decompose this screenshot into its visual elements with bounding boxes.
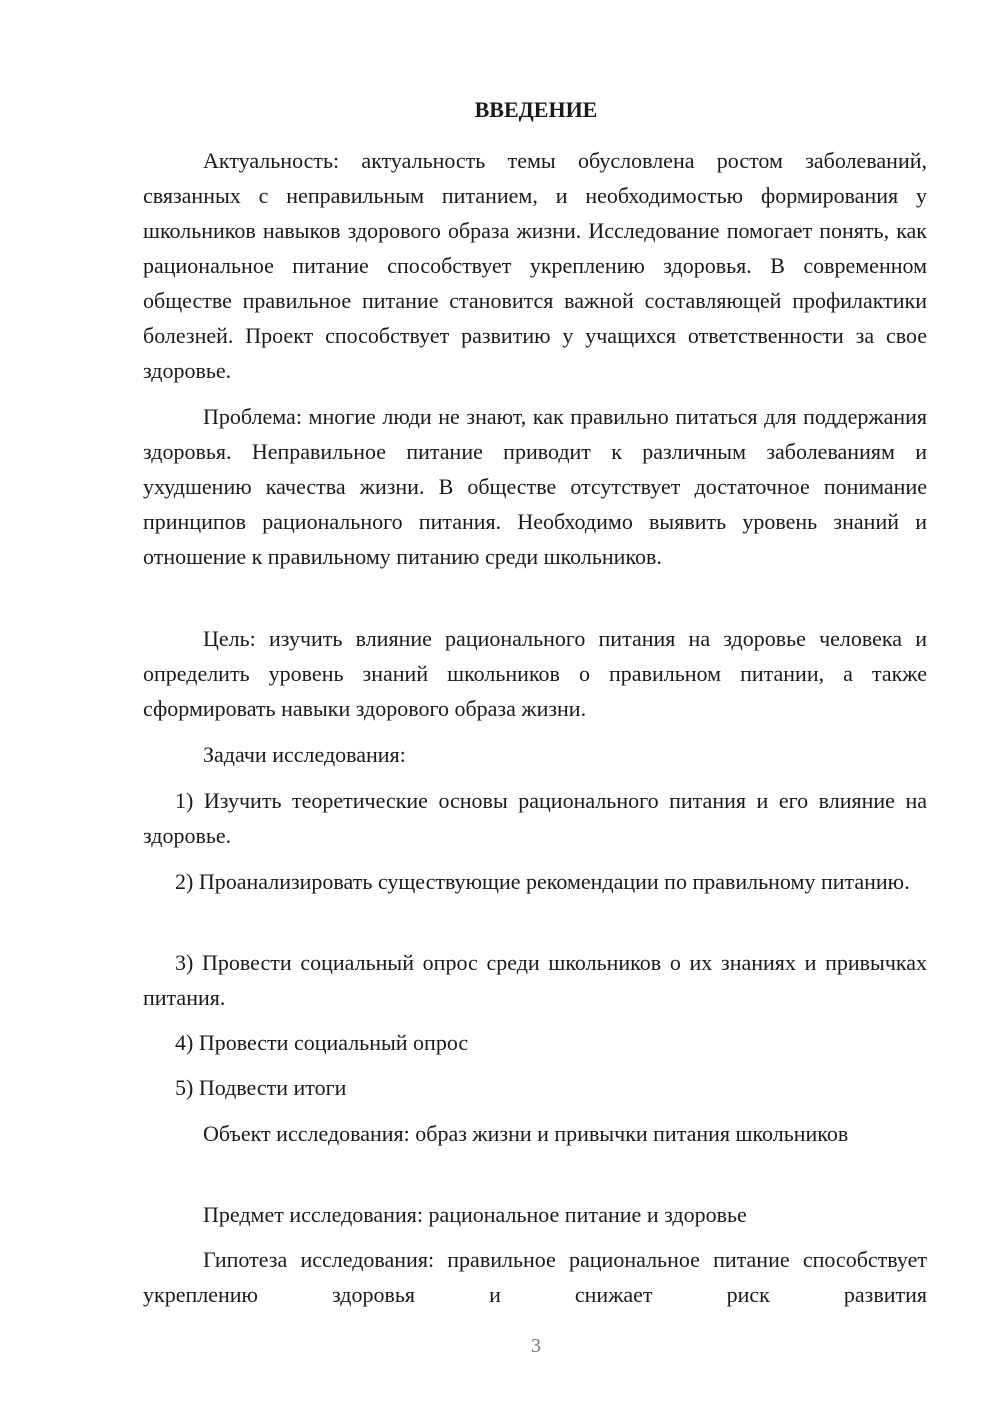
relevance-paragraph: Актуальность: актуальность темы обусловлена ростом заболеваний, связанных с неправильным питанием, и необходимостью формирования у школьников навыков здорового образа жизни. Исследование помогает понять, как рациональное питание способствует укреплению здоровья. В современном обществе правильное питание становится важной составляющей профилактики болезней. Проект способствует развитию у учащихся ответственности за свое здоровье. <box>143 148 927 383</box>
page-number: 3 <box>531 1335 541 1357</box>
section-title: ВВЕДЕНИЕ <box>474 97 598 122</box>
task-item: 1) Изучить теоретические основы рационального питания и его влияние на здоровье. <box>143 788 927 848</box>
task-item: 3) Провести социальный опрос среди школьников о их знаниях и привычках питания. <box>143 950 927 1010</box>
tasks-heading: Задачи исследования: <box>203 742 406 767</box>
task-item: 4) Провести социальный опрос <box>175 1030 469 1055</box>
task-item: 5) Подвести итоги <box>175 1075 347 1100</box>
problem-paragraph: Проблема: многие люди не знают, как правильно питаться для поддержания здоровья. Неправильное питание приводит к различным заболеваниям и ухудшению качества жизни. В обществе отсутствует достаточное понимание принципов рационального питания. Необходимо выявить уровень знаний и отношение к правильному питанию среди школьников. <box>143 404 927 569</box>
subject-paragraph: Предмет исследования: рациональное питание и здоровье <box>203 1202 747 1227</box>
object-paragraph: Объект исследования: образ жизни и привычки питания школьников <box>203 1121 849 1146</box>
task-item: 2) Проанализировать существующие рекомендации по правильному питанию. <box>175 869 910 894</box>
goal-paragraph: Цель: изучить влияние рационального питания на здоровье человека и определить уровень знаний школьников о правильном питании, а также сформировать навыки здорового образа жизни. <box>143 626 927 721</box>
hypothesis-paragraph: Гипотеза исследования: правильное рациональное питание способствует укреплению здоровья и снижает риск развития <box>143 1247 927 1307</box>
